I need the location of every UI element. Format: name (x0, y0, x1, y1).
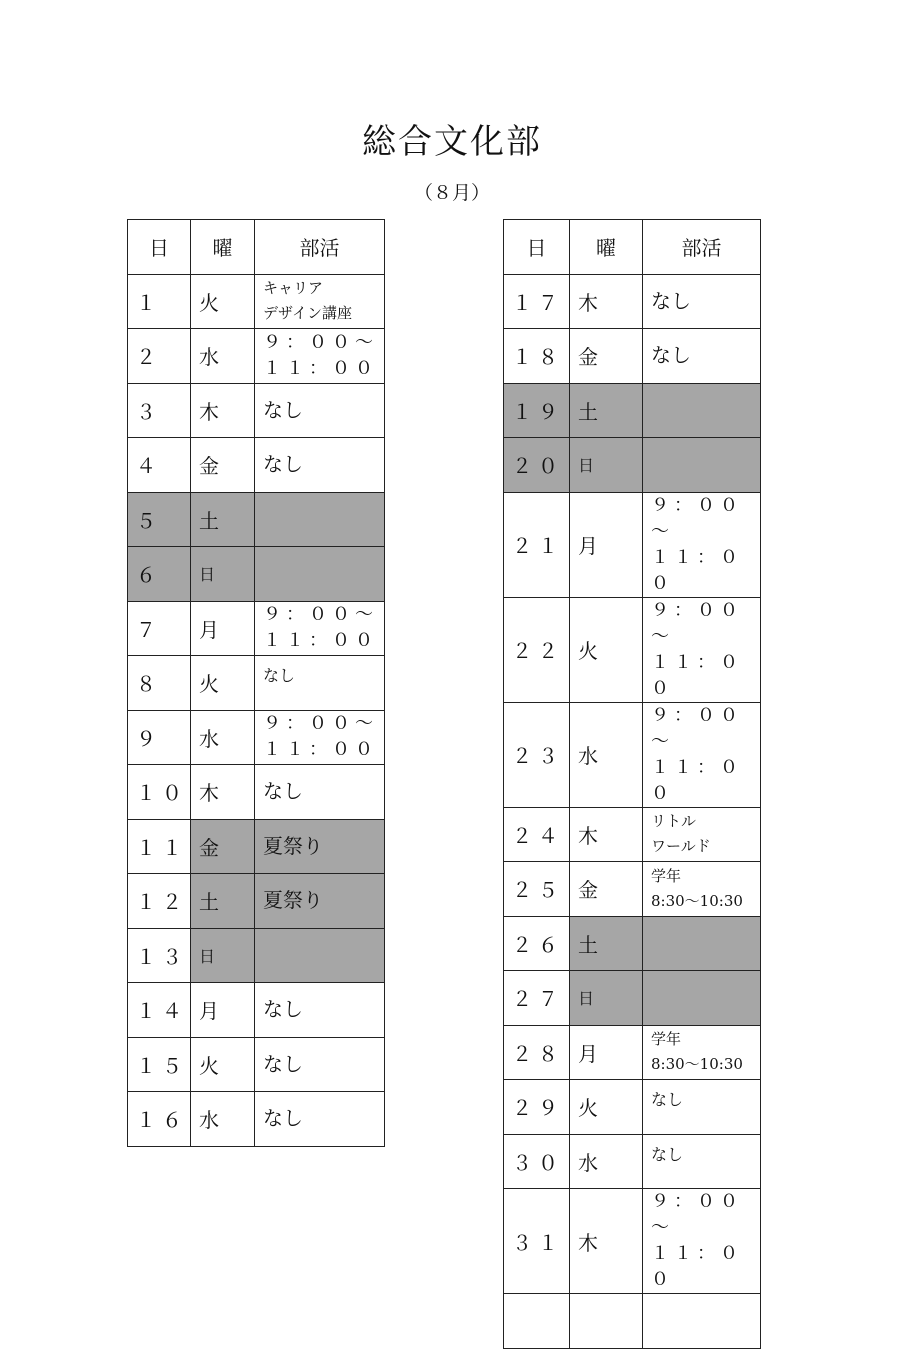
weekday-cell: 土 (191, 492, 255, 547)
table-row (504, 1294, 761, 1349)
weekday-cell: 木 (191, 383, 255, 438)
day-cell: １２ (128, 874, 191, 929)
activity-cell: キャリア デザイン講座 (255, 274, 385, 329)
weekday-cell (570, 1294, 643, 1349)
day-cell: ３０ (504, 1134, 570, 1189)
day-cell: ５ (128, 492, 191, 547)
activity-cell: 夏祭り (255, 819, 385, 874)
weekday-cell: 水 (191, 1092, 255, 1147)
table-row (128, 1037, 385, 1092)
day-cell (504, 1294, 570, 1349)
day-cell: １４ (128, 983, 191, 1038)
weekday-cell: 火 (191, 1037, 255, 1092)
month-subtitle: （８月） (413, 182, 490, 204)
weekday-cell: 水 (570, 1134, 643, 1189)
day-cell: １９ (504, 383, 570, 438)
weekday-cell: 土 (570, 383, 643, 438)
activity-cell: 学年 8:30～10:30 (643, 862, 761, 917)
header-row (128, 220, 385, 275)
header-activity: 部活 (255, 220, 385, 275)
table-row (504, 1189, 761, 1294)
activity-cell: ９：００～ １１：００ (255, 601, 385, 656)
weekday-cell: 火 (570, 1080, 643, 1135)
activity-cell (255, 492, 385, 547)
weekday-cell: 月 (570, 492, 643, 597)
day-cell: ３１ (504, 1189, 570, 1294)
day-cell: １ (128, 274, 191, 329)
weekday-cell: 金 (191, 438, 255, 493)
header-day: 日 (504, 220, 570, 275)
day-cell: １８ (504, 329, 570, 384)
weekday-cell: 金 (570, 329, 643, 384)
table-row (504, 383, 761, 438)
weekday-cell: 水 (191, 710, 255, 765)
table-row (128, 492, 385, 547)
table-row (128, 874, 385, 929)
day-cell: ６ (128, 547, 191, 602)
activity-cell: なし (643, 329, 761, 384)
weekday-cell: 月 (191, 601, 255, 656)
weekday-cell: 火 (570, 597, 643, 702)
page-title: 総合文化部 (362, 122, 542, 162)
table-row (128, 547, 385, 602)
table-row (504, 702, 761, 807)
table-row (504, 916, 761, 971)
day-cell: １０ (128, 765, 191, 820)
table-row (128, 765, 385, 820)
activity-cell: なし (255, 1037, 385, 1092)
day-cell: １３ (128, 928, 191, 983)
table-row (128, 928, 385, 983)
activity-cell (643, 438, 761, 493)
weekday-cell: 日 (570, 971, 643, 1026)
schedule-table-right (503, 219, 761, 1349)
weekday-cell: 火 (191, 274, 255, 329)
table-row (504, 492, 761, 597)
weekday-cell: 金 (570, 862, 643, 917)
day-cell: ２ (128, 329, 191, 384)
day-cell: ９ (128, 710, 191, 765)
table-row (504, 597, 761, 702)
activity-cell (643, 916, 761, 971)
activity-cell: ９：００～ １１：００ (643, 702, 761, 807)
weekday-cell: 火 (191, 656, 255, 711)
header-row (504, 220, 761, 275)
day-cell: ２１ (504, 492, 570, 597)
day-cell: １５ (128, 1037, 191, 1092)
header-weekday: 曜 (570, 220, 643, 275)
table-row (128, 438, 385, 493)
activity-cell: なし (643, 274, 761, 329)
activity-cell: なし (255, 383, 385, 438)
table-row (504, 274, 761, 329)
table-row (128, 274, 385, 329)
weekday-cell: 木 (191, 765, 255, 820)
table-row (128, 656, 385, 711)
activity-cell (255, 547, 385, 602)
weekday-cell: 水 (570, 702, 643, 807)
weekday-cell: 水 (191, 329, 255, 384)
activity-cell: ９：００～ １１：００ (643, 492, 761, 597)
activity-cell: なし (643, 1134, 761, 1189)
activity-cell: なし (255, 983, 385, 1038)
day-cell: １７ (504, 274, 570, 329)
header-activity: 部活 (643, 220, 761, 275)
table-row (504, 1134, 761, 1189)
activity-cell: リトル ワールド (643, 807, 761, 862)
table-row (504, 862, 761, 917)
day-cell: ７ (128, 601, 191, 656)
day-cell: ２０ (504, 438, 570, 493)
activity-cell: なし (255, 438, 385, 493)
activity-cell: ９：００～ １１：００ (643, 597, 761, 702)
schedule-table-left (127, 219, 385, 1147)
weekday-cell: 土 (191, 874, 255, 929)
table-row (128, 1092, 385, 1147)
weekday-cell: 土 (570, 916, 643, 971)
activity-cell: ９：００～ １１：００ (255, 329, 385, 384)
table-row (128, 383, 385, 438)
day-cell: ２４ (504, 807, 570, 862)
activity-cell (255, 928, 385, 983)
day-cell: ２７ (504, 971, 570, 1026)
weekday-cell: 木 (570, 1189, 643, 1294)
table-row (128, 601, 385, 656)
table-row (504, 1025, 761, 1080)
day-cell: ２６ (504, 916, 570, 971)
activity-cell: ９：００～ １１：００ (255, 710, 385, 765)
day-cell: ３ (128, 383, 191, 438)
weekday-cell: 金 (191, 819, 255, 874)
table-row (504, 329, 761, 384)
activity-cell: なし (255, 765, 385, 820)
day-cell: ２９ (504, 1080, 570, 1135)
table-row (504, 1080, 761, 1135)
activity-cell: ９：００～ １１：００ (643, 1189, 761, 1294)
activity-cell (643, 383, 761, 438)
day-cell: ２８ (504, 1025, 570, 1080)
day-cell: ２３ (504, 702, 570, 807)
table-row (128, 819, 385, 874)
table-row (504, 438, 761, 493)
weekday-cell: 日 (570, 438, 643, 493)
header-weekday: 曜 (191, 220, 255, 275)
activity-cell: 学年 8:30～10:30 (643, 1025, 761, 1080)
weekday-cell: 木 (570, 274, 643, 329)
weekday-cell: 日 (191, 928, 255, 983)
weekday-cell: 月 (191, 983, 255, 1038)
day-cell: １１ (128, 819, 191, 874)
weekday-cell: 月 (570, 1025, 643, 1080)
activity-cell: なし (255, 656, 385, 711)
activity-cell: なし (255, 1092, 385, 1147)
activity-cell: なし (643, 1080, 761, 1135)
table-row (504, 971, 761, 1026)
day-cell: ４ (128, 438, 191, 493)
day-cell: ２５ (504, 862, 570, 917)
activity-cell: 夏祭り (255, 874, 385, 929)
table-row (504, 807, 761, 862)
day-cell: ２２ (504, 597, 570, 702)
table-row (128, 329, 385, 384)
activity-cell (643, 1294, 761, 1349)
day-cell: １６ (128, 1092, 191, 1147)
header-day: 日 (128, 220, 191, 275)
activity-cell (643, 971, 761, 1026)
day-cell: ８ (128, 656, 191, 711)
table-row (128, 983, 385, 1038)
weekday-cell: 日 (191, 547, 255, 602)
table-row (128, 710, 385, 765)
weekday-cell: 木 (570, 807, 643, 862)
